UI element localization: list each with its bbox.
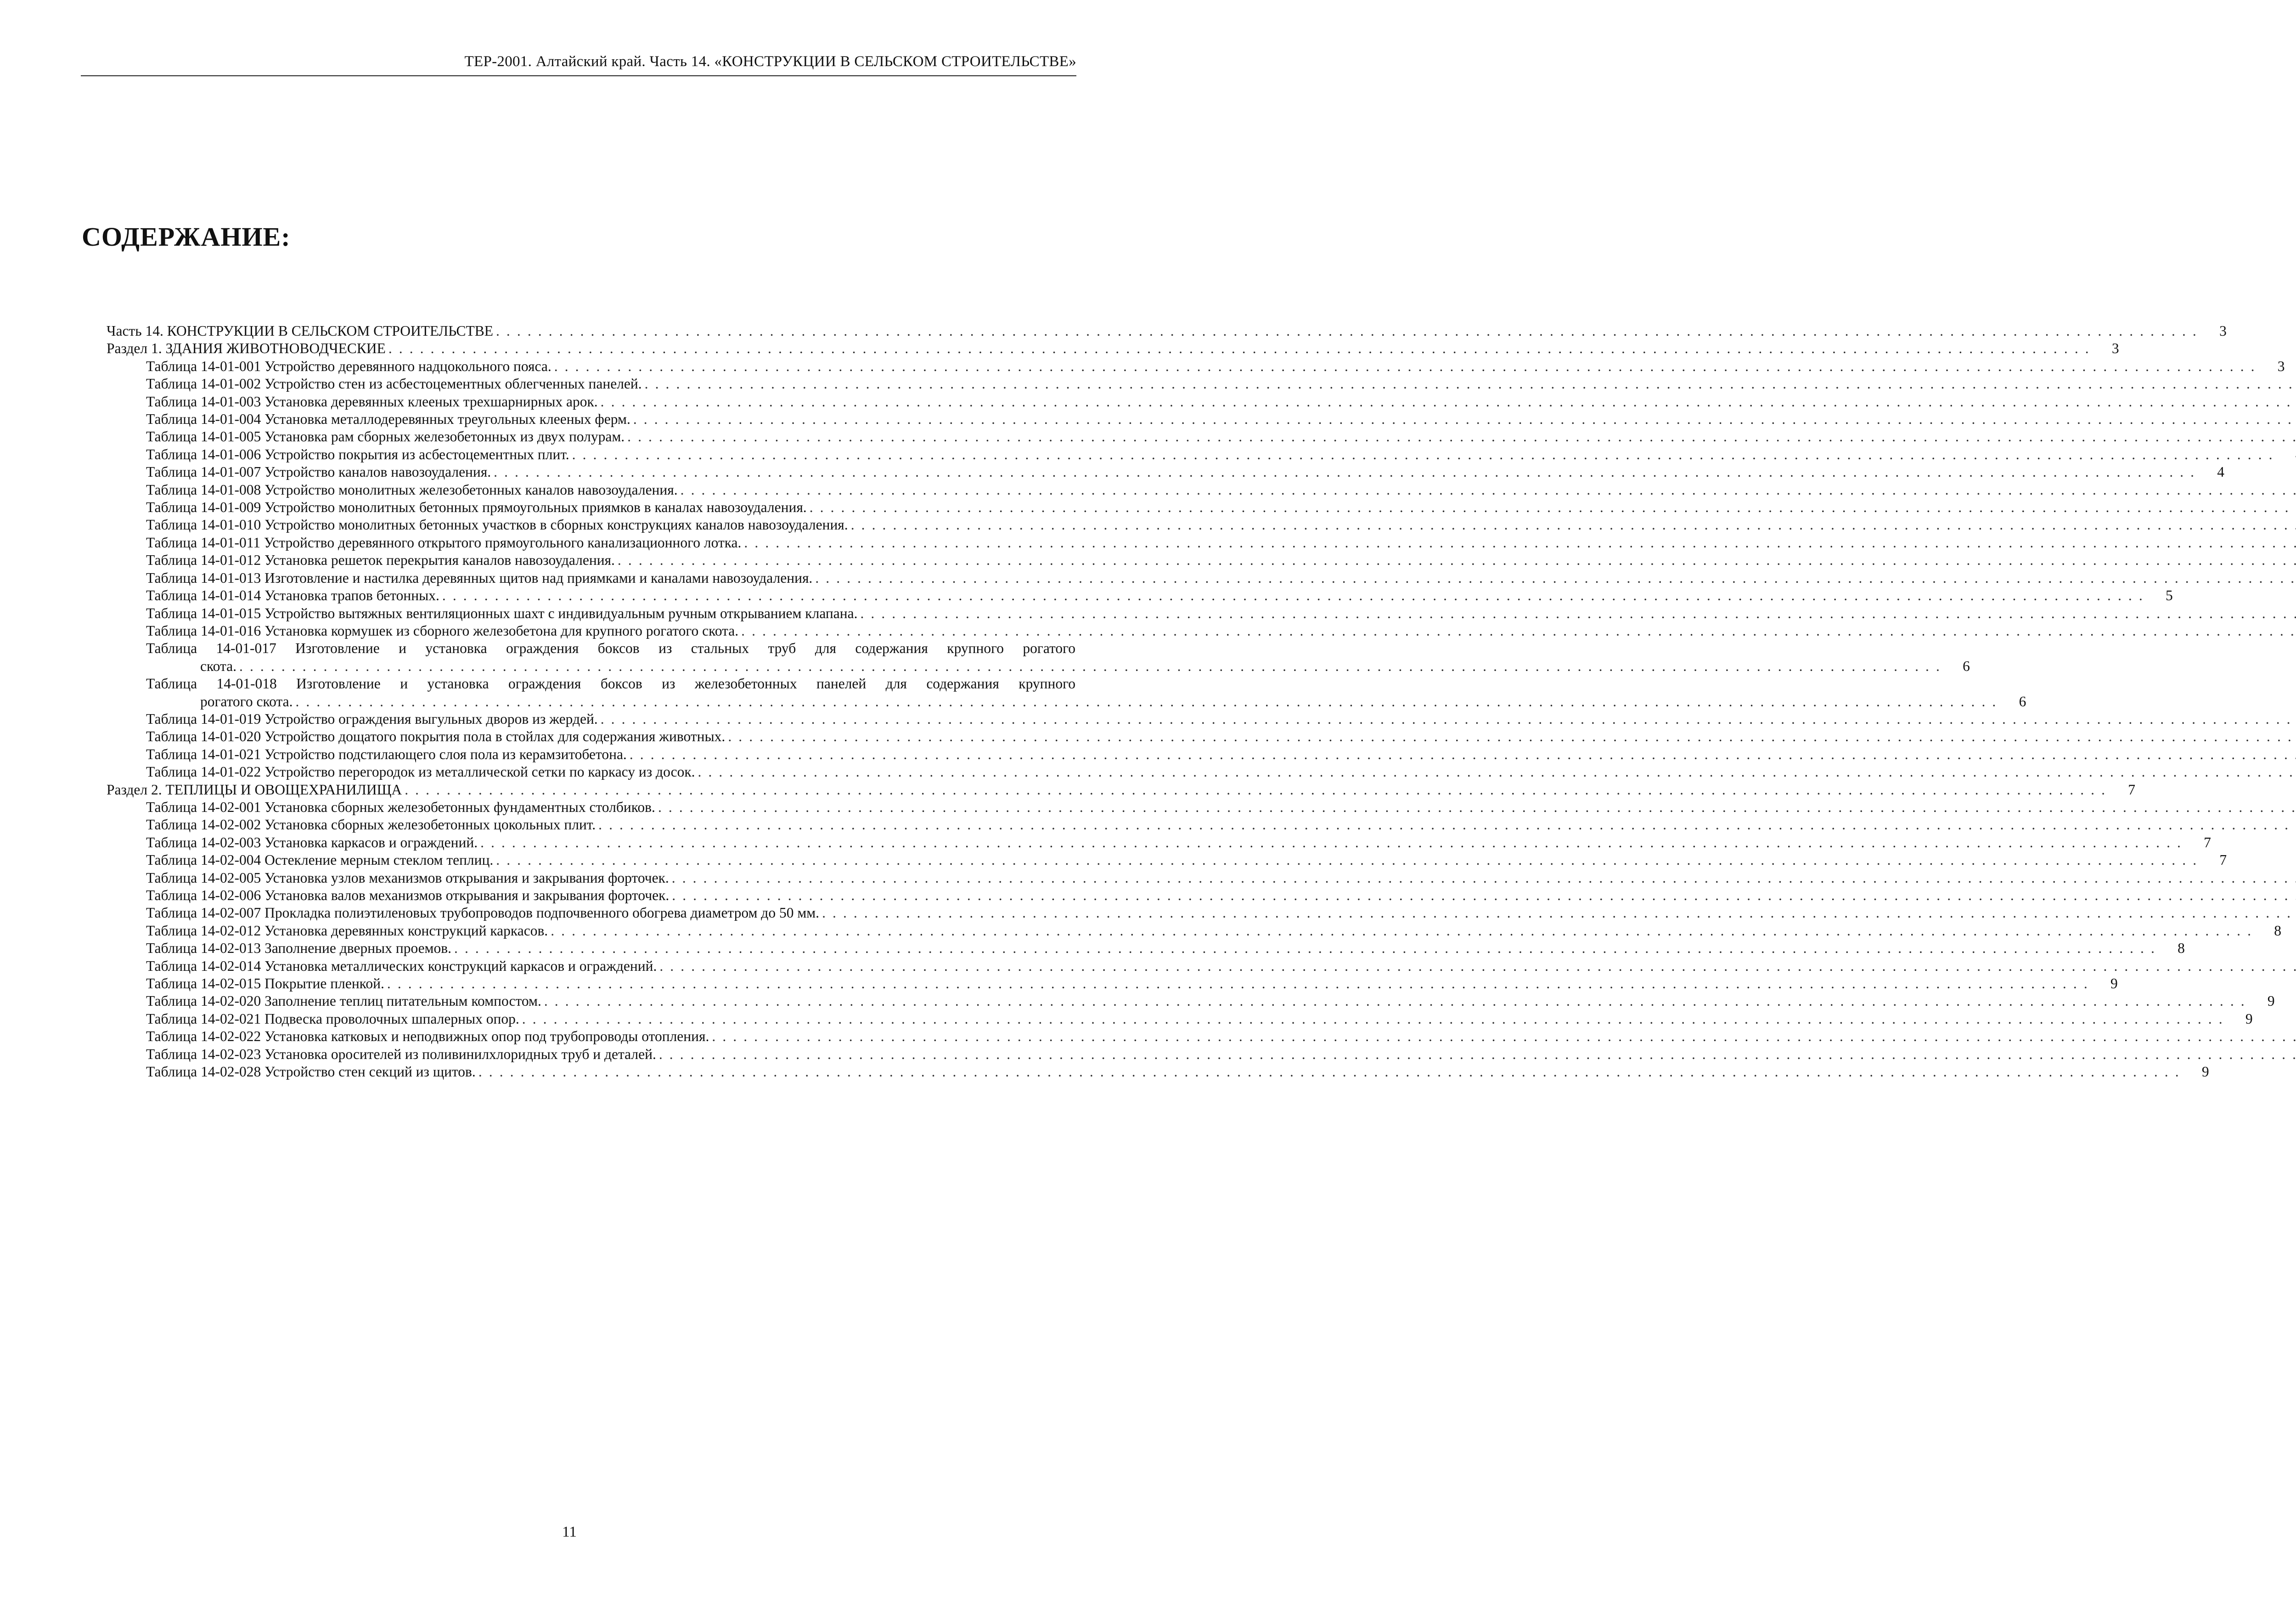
toc-entry-text: Таблица 14-01-019 Устройство ограждения выгульных дворов из жердей. (146, 710, 598, 727)
toc-leader-dots (454, 940, 2155, 957)
toc-table-entry[interactable] (107, 516, 1075, 534)
toc-table-entry[interactable] (107, 411, 1075, 428)
toc-table-entry[interactable] (107, 869, 1075, 887)
toc-table-entry[interactable] (107, 622, 1075, 640)
toc-table-entry[interactable] (107, 1046, 1075, 1063)
toc-leader-dots (442, 587, 2143, 604)
toc-page-number: 7 (2204, 834, 2211, 851)
toc-leader-dots (496, 851, 2196, 869)
toc-table-entry[interactable] (107, 499, 1075, 516)
toc-leader-dots (672, 869, 2296, 887)
toc-page-number: 6 (2019, 693, 2026, 710)
toc-table-entry[interactable] (107, 552, 1075, 569)
toc-entry-text: Таблица 14-01-012 Установка решеток перекрытия каналов навозоудаления. (146, 552, 615, 569)
toc-entry-text: Часть 14. КОНСТРУКЦИИ В СЕЛЬСКОМ СТРОИТЕЛЬСТВЕ (107, 323, 493, 339)
toc-table-entry[interactable] (107, 958, 1075, 975)
toc-table-entry[interactable] (107, 587, 2173, 604)
toc-entry-text: Раздел 1. ЗДАНИЯ ЖИВОТНОВОДЧЕСКИЕ (107, 340, 386, 357)
toc-table-entry[interactable] (107, 605, 1075, 622)
toc-entry-text-continued: скота. (200, 658, 237, 674)
toc-entry-text: Таблица 14-02-001 Установка сборных железобетонных фундаментных столбиков. (146, 799, 655, 815)
toc-leader-dots (698, 763, 2296, 781)
toc-leader-dots (851, 516, 2296, 534)
toc-table-entry[interactable] (107, 1028, 1075, 1045)
toc-entry-text: Таблица 14-02-005 Установка узлов механизмов открывания и закрывания форточек. (146, 869, 669, 886)
toc-leader-dots (658, 799, 2296, 816)
toc-entry-text: Таблица 14-02-012 Установка деревянных конструкций каркасов. (146, 922, 548, 939)
toc-leader-dots (388, 340, 2089, 357)
toc-table-entry[interactable] (107, 446, 1075, 463)
page-title: СОДЕРЖАНИЕ: (82, 222, 291, 252)
toc-leader-dots (405, 781, 2105, 799)
toc-entry-text: Таблица 14-02-028 Устройство стен секций из щитов. (146, 1064, 476, 1080)
toc-entry-text: Таблица 14-01-003 Установка деревянных клееных трехшарнирных арок. (146, 393, 598, 410)
toc-table-entry[interactable] (107, 763, 1075, 781)
toc-leader-dots (659, 958, 2296, 975)
toc-table-entry[interactable] (107, 393, 1075, 411)
toc-leader-dots (645, 375, 2296, 393)
toc-entry-text: Таблица 14-01-014 Установка трапов бетонных. (146, 587, 439, 604)
toc-entry-text: Таблица 14-01-004 Установка металлодеревянных треугольных клееных ферм. (146, 411, 630, 428)
toc-leader-dots (810, 499, 2296, 516)
toc-leader-dots (627, 428, 2296, 445)
toc-leader-dots (572, 446, 2273, 463)
toc-table-entry[interactable] (107, 728, 1075, 745)
toc-table-entry[interactable] (107, 1063, 2209, 1081)
toc-entry-text: Таблица 14-01-020 Устройство дощатого покрытия пола в стойлах для содержания животных. (146, 728, 726, 745)
toc-leader-dots (712, 1028, 2296, 1045)
toc-table-entry[interactable] (107, 799, 1075, 816)
toc-leader-dots (387, 975, 2088, 992)
toc-page-number: 3 (2219, 323, 2227, 339)
toc-table-entry[interactable] (107, 992, 2275, 1010)
toc-page-number: 9 (2267, 993, 2275, 1009)
toc-table-entry[interactable] (107, 746, 1075, 763)
toc-leader-dots (728, 728, 2296, 745)
toc-section-entry[interactable] (107, 340, 2119, 357)
toc-leader-dots (480, 834, 2181, 851)
toc-entry-text: Таблица 14-02-022 Установка катковых и неподвижных опор под трубопроводы отопления. (146, 1028, 709, 1045)
toc-leader-dots (551, 922, 2251, 940)
toc-leader-dots (630, 746, 2296, 763)
toc-entry-text: Таблица 14-02-023 Установка оросителей из поливинилхлоридных труб и деталей. (146, 1046, 656, 1062)
toc-leader-dots (633, 411, 2296, 428)
toc-table-entry[interactable] (107, 922, 2282, 940)
toc-page-number: 7 (2128, 781, 2136, 798)
toc-entry-text: Таблица 14-02-003 Установка каркасов и ограждений. (146, 834, 478, 851)
toc-page-number: 8 (2274, 922, 2282, 939)
toc-leader-dots (741, 622, 2296, 640)
toc-table-entry[interactable] (107, 463, 2224, 481)
toc-page-number: 9 (2201, 1064, 2209, 1080)
toc-entry-text: Таблица 14-01-017 Изготовление и установка ограждения боксов из стальных труб для содержания крупного рогатого (146, 640, 1075, 657)
toc-table-entry[interactable] (107, 816, 1075, 834)
toc-entry-text: Таблица 14-02-004 Остекление мерным стеклом теплиц. (146, 852, 494, 868)
toc-leader-dots (618, 552, 2296, 569)
toc-entry-text: Таблица 14-02-006 Установка валов механизмов открывания и закрывания форточек. (146, 887, 670, 903)
toc-table-entry[interactable] (107, 940, 2185, 957)
toc-entry-text: Таблица 14-01-013 Изготовление и настилка деревянных щитов над приямками и каналами навозоудаления. (146, 569, 813, 586)
toc-page-number (2275, 446, 2296, 463)
toc-leader-dots (681, 481, 2296, 499)
toc-leader-dots (478, 1063, 2179, 1081)
toc-entry-text: Таблица 14-01-001 Устройство деревянного надцокольного пояса. (146, 358, 551, 374)
toc-leader-dots (601, 710, 2296, 728)
toc-page-number: 9 (2110, 975, 2118, 992)
toc-entry-text: Таблица 14-01-002 Устройство стен из асбестоцементных облегченных панелей. (146, 376, 642, 392)
toc-page-number: 9 (2245, 1010, 2253, 1027)
toc-page-number: 8 (2178, 940, 2185, 957)
toc-table-entry[interactable] (107, 375, 1075, 393)
toc-entry-text: Таблица 14-02-002 Установка сборных железобетонных цокольных плит. (146, 817, 596, 833)
toc-leader-dots (494, 463, 2194, 481)
page-number: 11 (562, 1524, 577, 1540)
toc-section-entry[interactable] (107, 322, 2227, 340)
toc-entry-text: Таблица 14-01-007 Устройство каналов навозоудаления. (146, 464, 491, 480)
toc-table-entry[interactable] (107, 358, 2285, 375)
toc-entry-text: Раздел 2. ТЕПЛИЦЫ И ОВОЩЕХРАНИЛИЩА (107, 781, 402, 798)
toc-table-entry[interactable] (107, 904, 1075, 922)
toc-entry-text: Таблица 14-02-014 Установка металлических конструкций каркасов и ограждений. (146, 958, 657, 974)
toc-table-entry[interactable] (107, 710, 1075, 728)
toc-leader-dots (496, 322, 2196, 340)
toc-leader-dots (522, 1010, 2223, 1028)
toc-table-entry[interactable] (107, 534, 1075, 552)
toc-table-entry[interactable] (107, 834, 2211, 851)
toc-leader-dots (544, 992, 2245, 1010)
toc-page-number: 7 (2219, 852, 2227, 868)
toc-leader-dots (860, 605, 2296, 622)
toc-page-number: 3 (2277, 358, 2285, 374)
toc-table-entry[interactable] (107, 675, 2026, 710)
toc-entry-text: Таблица 14-02-021 Подвеска проволочных шпалерных опор. (146, 1010, 519, 1027)
toc-leader-dots (239, 658, 1940, 675)
toc-entry-text: Таблица 14-01-008 Устройство монолитных железобетонных каналов навозоудаления. (146, 481, 678, 498)
toc-entry-text: Таблица 14-01-011 Устройство деревянного открытого прямоугольного канализационного лотка. (146, 534, 742, 551)
toc-page-number: 3 (2111, 340, 2119, 357)
toc-page-number: 6 (1963, 658, 1970, 674)
toc-entry-text: Таблица 14-01-009 Устройство монолитных бетонных прямоугольных приямков в каналах навозоудаления. (146, 499, 807, 516)
toc-table-entry[interactable] (107, 1010, 2253, 1028)
toc-entry-text: Таблица 14-02-020 Заполнение теплиц питательным компостом. (146, 993, 541, 1009)
toc-entry-text: Таблица 14-01-016 Установка кормушек из сборного железобетона для крупного рогатого скота. (146, 622, 739, 639)
running-title: ТЕР-2001. Алтайский край. Часть 14. «КОНСТРУКЦИИ В СЕЛЬСКОМ СТРОИТЕЛЬСТВЕ» (464, 53, 1076, 70)
toc-leader-dots (295, 693, 1996, 710)
toc-entry-text: Таблица 14-02-015 Покрытие пленкой. (146, 975, 384, 992)
toc-table-entry[interactable] (107, 569, 1075, 587)
toc-section-entry[interactable] (107, 781, 2136, 799)
toc-leader-dots (672, 887, 2296, 904)
page-header (81, 51, 1076, 76)
toc-page-number: 4 (2217, 464, 2224, 480)
toc-entry-text: Таблица 14-01-022 Устройство перегородок из металлической сетки по каркасу из досок. (146, 764, 695, 780)
table-of-contents (107, 322, 2285, 1081)
toc-leader-dots (554, 358, 2255, 375)
toc-entry-text-continued: рогатого скота. (200, 693, 293, 710)
toc-table-entry[interactable] (107, 428, 1075, 445)
toc-table-entry[interactable] (107, 640, 1970, 675)
toc-leader-dots (744, 534, 2296, 552)
toc-table-entry[interactable] (107, 887, 1075, 904)
toc-leader-dots (815, 569, 2296, 587)
toc-page-number: 5 (2165, 587, 2173, 604)
toc-table-entry[interactable] (107, 851, 2227, 869)
toc-leader-dots (822, 904, 2296, 922)
toc-entry-text: Таблица 14-02-013 Заполнение дверных проемов. (146, 940, 451, 957)
toc-entry-text: Таблица 14-01-021 Устройство подстилающего слоя пола из керамзитобетона. (146, 746, 627, 762)
toc-entry-text: Таблица 14-01-005 Установка рам сборных железобетонных из двух полурам. (146, 428, 625, 445)
toc-entry-text: Таблица 14-02-007 Прокладка полиэтиленовых трубопроводов подпочвенного обогрева диаметром до 50 мм. (146, 905, 820, 921)
toc-entry-text: Таблица 14-01-006 Устройство покрытия из асбестоцементных плит. (146, 446, 569, 462)
toc-table-entry[interactable] (107, 481, 1075, 499)
toc-entry-text: Таблица 14-01-018 Изготовление и установка ограждения боксов из железобетонных панелей для содержания крупного (146, 676, 1075, 692)
toc-leader-dots (659, 1046, 2296, 1063)
toc-leader-dots (598, 816, 2296, 834)
toc-entry-text: Таблица 14-01-010 Устройство монолитных бетонных участков в сборных конструкциях каналов навозоудаления. (146, 517, 848, 533)
toc-table-entry[interactable] (107, 975, 2118, 992)
toc-entry-text: Таблица 14-01-015 Устройство вытяжных вентиляционных шахт с индивидуальным ручным открыванием клапана. (146, 605, 858, 621)
toc-leader-dots (601, 393, 2296, 411)
